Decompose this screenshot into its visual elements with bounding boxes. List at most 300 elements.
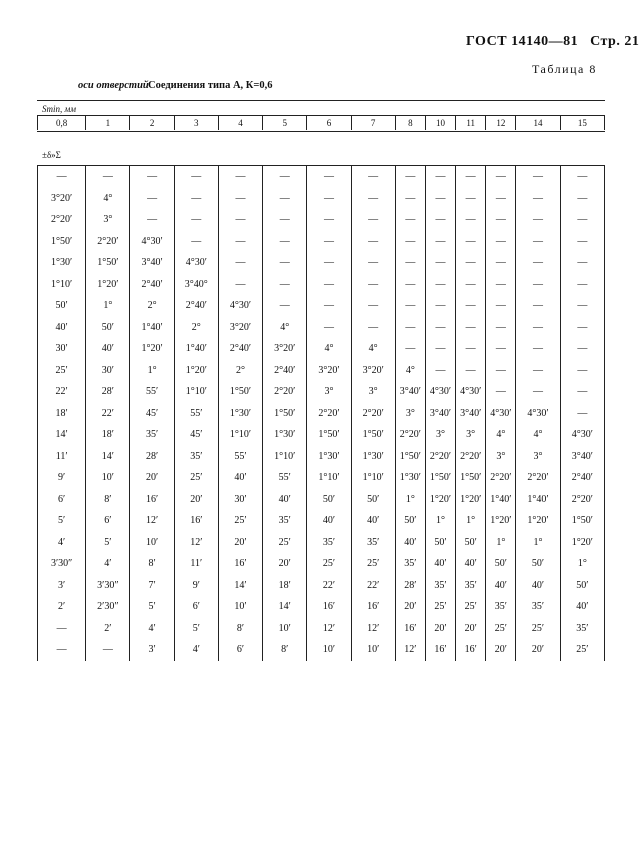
table-cell: — (307, 252, 351, 274)
table-cell: 50′ (307, 489, 351, 511)
table-cell: 3′ (130, 639, 174, 661)
table-cell: 8′ (86, 489, 130, 511)
document-header (466, 34, 639, 50)
table-cell: — (456, 338, 486, 360)
table-cell: 1° (425, 510, 455, 532)
table-cell: 1°40′ (130, 317, 174, 339)
table-cell: 2′ (38, 596, 86, 618)
table-cell: — (560, 360, 604, 382)
table-row (38, 618, 605, 640)
table-cell: — (395, 209, 425, 231)
table-cell: 4° (86, 188, 130, 210)
table-cell: 1°20′ (560, 532, 604, 554)
table-cell: 20′ (263, 553, 307, 575)
table-cell: — (560, 295, 604, 317)
table-cell: — (218, 231, 262, 253)
table-cell: — (516, 360, 560, 382)
table-cell: 12′ (395, 639, 425, 661)
table-cell: — (395, 338, 425, 360)
table-cell: — (486, 188, 516, 210)
table-cell: 3° (456, 424, 486, 446)
table-cell: 35′ (395, 553, 425, 575)
table-cell: — (218, 209, 262, 231)
table-cell: 20′ (174, 489, 218, 511)
table-cell: 1°20′ (456, 489, 486, 511)
table-cell: 11′ (174, 553, 218, 575)
table-cell: — (425, 360, 455, 382)
table-cell: 3°40′ (130, 252, 174, 274)
table-cell: — (456, 317, 486, 339)
table-cell: 40′ (425, 553, 455, 575)
table-cell: — (395, 252, 425, 274)
table-cell: — (130, 166, 174, 188)
table-row (38, 489, 605, 511)
table-cell: 4′ (86, 553, 130, 575)
table-cell: 8′ (218, 618, 262, 640)
table-cell: 2°20′ (486, 467, 516, 489)
table-cell: 1°40′ (174, 338, 218, 360)
table-cell: 14′ (218, 575, 262, 597)
table-cell: 2°20′ (263, 381, 307, 403)
table-cell: 25′ (307, 553, 351, 575)
table-cell: 22′ (38, 381, 86, 403)
table-cell: 1°10′ (351, 467, 395, 489)
table-cell: 16′ (307, 596, 351, 618)
column-header: 8 (395, 116, 425, 130)
table-cell: 25′ (516, 618, 560, 640)
table-cell: 16′ (395, 618, 425, 640)
table-cell: 35′ (560, 618, 604, 640)
table-row (38, 639, 605, 661)
table-cell: 2°20′ (425, 446, 455, 468)
table-row (38, 360, 605, 382)
table-cell: — (130, 209, 174, 231)
table-cell: — (486, 338, 516, 360)
table-cell: — (395, 188, 425, 210)
table-cell: 12′ (307, 618, 351, 640)
table-cell: — (425, 295, 455, 317)
table-cell: — (38, 618, 86, 640)
table-cell: — (560, 317, 604, 339)
table-cell: 6′ (38, 489, 86, 511)
table-cell: — (456, 231, 486, 253)
table-cell: 4° (307, 338, 351, 360)
table-cell: 10′ (307, 639, 351, 661)
table-cell: 10′ (86, 467, 130, 489)
table-cell: — (516, 252, 560, 274)
table-cell: — (351, 317, 395, 339)
table-cell: 4°30′ (456, 381, 486, 403)
table-cell: 5′ (86, 532, 130, 554)
table-cell: — (351, 274, 395, 296)
table-cell: 2°40′ (218, 338, 262, 360)
table-cell: 5′ (174, 618, 218, 640)
table-cell: 2°20′ (456, 446, 486, 468)
table-cell: 16′ (130, 489, 174, 511)
table-cell: 50′ (395, 510, 425, 532)
table-cell: 3′30″ (86, 575, 130, 597)
table-cell: 8′ (130, 553, 174, 575)
table-cell: 25′ (218, 510, 262, 532)
table-cell: — (516, 338, 560, 360)
column-header: 0,8 (38, 116, 86, 130)
table-cell: 25′ (174, 467, 218, 489)
table-cell: 40′ (307, 510, 351, 532)
table-cell: — (218, 274, 262, 296)
table-cell: 2°20′ (86, 231, 130, 253)
table-cell: — (456, 274, 486, 296)
table-cell: 3′30″ (38, 553, 86, 575)
table-cell: 12′ (174, 532, 218, 554)
table-cell: 1°30′ (38, 252, 86, 274)
table-cell: 40′ (395, 532, 425, 554)
table-cell: 1° (486, 532, 516, 554)
table-cell: 3° (86, 209, 130, 231)
table-cell: 35′ (486, 596, 516, 618)
table-cell: 10′ (351, 639, 395, 661)
column-header: 5 (263, 116, 307, 130)
table-cell: 25′ (456, 596, 486, 618)
table-row (38, 209, 605, 231)
table-cell: 25′ (351, 553, 395, 575)
table-cell: 30′ (86, 360, 130, 382)
table-cell: 2° (130, 295, 174, 317)
table-row (38, 338, 605, 360)
table-cell: — (560, 188, 604, 210)
table-cell: 10′ (130, 532, 174, 554)
table-cell: 1°20′ (486, 510, 516, 532)
table-cell: — (486, 295, 516, 317)
table-cell: 25′ (38, 360, 86, 382)
table-cell: 1°20′ (516, 510, 560, 532)
table-cell: 1°20′ (425, 489, 455, 511)
table-cell: 18′ (263, 575, 307, 597)
table-cell: 30′ (38, 338, 86, 360)
table-cell: 5′ (38, 510, 86, 532)
table-cell: 1°50′ (307, 424, 351, 446)
table-cell: 40′ (86, 338, 130, 360)
table-cell: 50′ (516, 553, 560, 575)
table-cell: 5′ (130, 596, 174, 618)
column-header-row (38, 116, 605, 130)
table-cell: 22′ (307, 575, 351, 597)
table-row (38, 317, 605, 339)
table-cell: 1°20′ (174, 360, 218, 382)
table-cell: 1°10′ (307, 467, 351, 489)
table-cell: 16′ (425, 639, 455, 661)
table-cell: — (351, 209, 395, 231)
table-cell: — (174, 231, 218, 253)
table-row (38, 295, 605, 317)
table-cell: 30′ (218, 489, 262, 511)
table-row (38, 553, 605, 575)
table-cell: — (516, 166, 560, 188)
table-cell: — (307, 274, 351, 296)
table-cell: 55′ (218, 446, 262, 468)
column-header: 6 (307, 116, 351, 130)
table-body (38, 166, 605, 661)
table-cell: 35′ (351, 532, 395, 554)
table-row (38, 252, 605, 274)
table-cell: 3°20′ (218, 317, 262, 339)
table-cell: 1°30′ (395, 467, 425, 489)
table-cell: 9′ (174, 575, 218, 597)
table-cell: 9′ (38, 467, 86, 489)
table-cell: 35′ (456, 575, 486, 597)
table-row (38, 532, 605, 554)
table-cell: 22′ (351, 575, 395, 597)
table-cell: — (486, 317, 516, 339)
table-cell: — (130, 188, 174, 210)
smin-label: Smin, мм (42, 104, 76, 114)
table-cell: — (395, 295, 425, 317)
table-row (38, 467, 605, 489)
table-cell: — (486, 209, 516, 231)
table-cell: 20′ (425, 618, 455, 640)
table-cell: — (516, 295, 560, 317)
table-cell: — (307, 166, 351, 188)
table-cell: 2°40′ (130, 274, 174, 296)
table-cell: 25′ (486, 618, 516, 640)
table-cell: — (425, 231, 455, 253)
table-cell: 1° (456, 510, 486, 532)
table-row (38, 274, 605, 296)
table-cell: — (307, 295, 351, 317)
table-cell: — (456, 188, 486, 210)
table-cell: — (560, 403, 604, 425)
table-cell: — (486, 166, 516, 188)
table-cell: — (425, 274, 455, 296)
table-cell: — (307, 188, 351, 210)
table-cell: 50′ (486, 553, 516, 575)
angle-table (37, 166, 605, 661)
table-cell: 1°30′ (263, 424, 307, 446)
table-cell: — (351, 295, 395, 317)
table-cell: — (560, 166, 604, 188)
table-cell: 6′ (218, 639, 262, 661)
table-cell: — (516, 209, 560, 231)
table-cell: 2°40′ (560, 467, 604, 489)
table-cell: 3° (307, 381, 351, 403)
table-cell: 1°10′ (263, 446, 307, 468)
table-cell: — (516, 274, 560, 296)
table-cell: 2°20′ (560, 489, 604, 511)
table-cell: 3°40° (174, 274, 218, 296)
table-cell: — (351, 166, 395, 188)
table-cell: 7′ (130, 575, 174, 597)
table-cell: 50′ (560, 575, 604, 597)
table-cell: — (456, 166, 486, 188)
table-cell: — (516, 231, 560, 253)
table-cell: — (560, 252, 604, 274)
column-header: 3 (174, 116, 218, 130)
table-cell: 1° (130, 360, 174, 382)
table-cell: — (456, 295, 486, 317)
table-row (38, 575, 605, 597)
table-cell: 20′ (516, 639, 560, 661)
table-cell: 45′ (130, 403, 174, 425)
table-cell: — (560, 381, 604, 403)
table-cell: 3° (351, 381, 395, 403)
table-cell: 40′ (486, 575, 516, 597)
table-cell: 4°30′ (516, 403, 560, 425)
table-cell: 35′ (130, 424, 174, 446)
table-cell: 12′ (130, 510, 174, 532)
table-cell: 1°50′ (218, 381, 262, 403)
table-cell: 11′ (38, 446, 86, 468)
table-cell: 1°40′ (516, 489, 560, 511)
gost-number: ГОСТ 14140—81 (466, 34, 579, 49)
table-cell: — (486, 360, 516, 382)
top-rule (37, 100, 605, 101)
table-cell: 3′ (38, 575, 86, 597)
table-cell: 4°30′ (218, 295, 262, 317)
table-cell: 2°40′ (263, 360, 307, 382)
table-cell: — (456, 252, 486, 274)
table-cell: 50′ (425, 532, 455, 554)
table-row (38, 403, 605, 425)
delta-label: ±δ»Σ (42, 150, 61, 160)
table-cell: — (307, 209, 351, 231)
table-cell: 28′ (395, 575, 425, 597)
table-cell: 3°20′ (38, 188, 86, 210)
table-cell: 4° (263, 317, 307, 339)
table-cell: 16′ (456, 639, 486, 661)
table-cell: — (218, 188, 262, 210)
table-row (38, 166, 605, 188)
table-cell: 3°40′ (560, 446, 604, 468)
table-cell: — (425, 338, 455, 360)
column-header: 7 (351, 116, 395, 130)
table-cell: — (86, 639, 130, 661)
table-cell: 28′ (130, 446, 174, 468)
table-cell: 3°40′ (456, 403, 486, 425)
table-cell: — (560, 209, 604, 231)
table-cell: 4°30′ (486, 403, 516, 425)
table-cell: 2°20′ (395, 424, 425, 446)
column-header: 12 (486, 116, 516, 130)
table-cell: 4°30′ (130, 231, 174, 253)
table-cell: 4°30′ (425, 381, 455, 403)
table-cell: 22′ (86, 403, 130, 425)
column-header: 11 (456, 116, 486, 130)
table-cell: 6′ (174, 596, 218, 618)
table-cell: 1°50′ (456, 467, 486, 489)
table-cell: 40′ (218, 467, 262, 489)
table-cell: 1° (560, 553, 604, 575)
table-cell: — (174, 209, 218, 231)
table-cell: — (560, 274, 604, 296)
table-cell: 35′ (425, 575, 455, 597)
table-cell: 4° (395, 360, 425, 382)
table-row (38, 188, 605, 210)
table-cell: — (486, 252, 516, 274)
table-cell: 3°40′ (395, 381, 425, 403)
table-cell: — (351, 188, 395, 210)
table-cell: — (516, 317, 560, 339)
table-cell: 40′ (38, 317, 86, 339)
table-cell: — (425, 188, 455, 210)
table-cell: 1°10′ (174, 381, 218, 403)
table-cell: 45′ (174, 424, 218, 446)
table-cell: 20′ (130, 467, 174, 489)
table-cell: 35′ (307, 532, 351, 554)
table-cell: 1°50′ (351, 424, 395, 446)
table-cell: — (351, 231, 395, 253)
table-cell: 8′ (263, 639, 307, 661)
table-cell: 12′ (351, 618, 395, 640)
header-rule-2 (37, 131, 605, 132)
table-cell: 2° (174, 317, 218, 339)
subtitle-right: Соединения типа А, К=0,6 (148, 80, 273, 91)
table-cell: 16′ (218, 553, 262, 575)
column-header: 1 (86, 116, 130, 130)
table-cell: — (351, 252, 395, 274)
table-cell: — (307, 231, 351, 253)
table-cell: — (395, 317, 425, 339)
subtitle-left: оси отверстий (78, 80, 149, 91)
table-cell: 4′ (174, 639, 218, 661)
table-cell: 55′ (130, 381, 174, 403)
table-cell: 25′ (560, 639, 604, 661)
table-cell: 1°40′ (486, 489, 516, 511)
table-cell: 55′ (263, 467, 307, 489)
table-cell: — (425, 317, 455, 339)
table-cell: — (486, 381, 516, 403)
table-row (38, 231, 605, 253)
table-cell: 20′ (218, 532, 262, 554)
table-cell: — (395, 231, 425, 253)
table-cell: 1°50′ (263, 403, 307, 425)
table-cell: 50′ (38, 295, 86, 317)
table-cell: 20′ (486, 639, 516, 661)
table-cell: 1° (86, 295, 130, 317)
table-cell: 2°20′ (38, 209, 86, 231)
table-cell: 16′ (174, 510, 218, 532)
column-header: 2 (130, 116, 174, 130)
table-cell: 55′ (174, 403, 218, 425)
page-number: Стр. 21 (590, 34, 640, 49)
table-cell: 40′ (560, 596, 604, 618)
table-cell: — (560, 231, 604, 253)
table-cell: — (456, 209, 486, 231)
table-cell: 2′30″ (86, 596, 130, 618)
table-cell: — (486, 231, 516, 253)
table-cell: — (38, 639, 86, 661)
table-cell: — (86, 166, 130, 188)
table-cell: — (425, 209, 455, 231)
table-cell: 3° (395, 403, 425, 425)
table-cell: — (560, 338, 604, 360)
table-cell: — (263, 295, 307, 317)
table-cell: 35′ (516, 596, 560, 618)
table-cell: 1°50′ (560, 510, 604, 532)
table-cell: 4° (351, 338, 395, 360)
table-cell: — (218, 166, 262, 188)
table-cell: 4′ (38, 532, 86, 554)
table-cell: 14′ (38, 424, 86, 446)
table-cell: — (263, 166, 307, 188)
table-cell: 1°10′ (38, 274, 86, 296)
table-cell: 2°20′ (351, 403, 395, 425)
table-cell: 18′ (38, 403, 86, 425)
table-cell: 25′ (263, 532, 307, 554)
table-cell: — (307, 317, 351, 339)
table-cell: 40′ (263, 489, 307, 511)
table-cell: 10′ (263, 618, 307, 640)
table-cell: — (263, 209, 307, 231)
table-cell: 1°50′ (395, 446, 425, 468)
